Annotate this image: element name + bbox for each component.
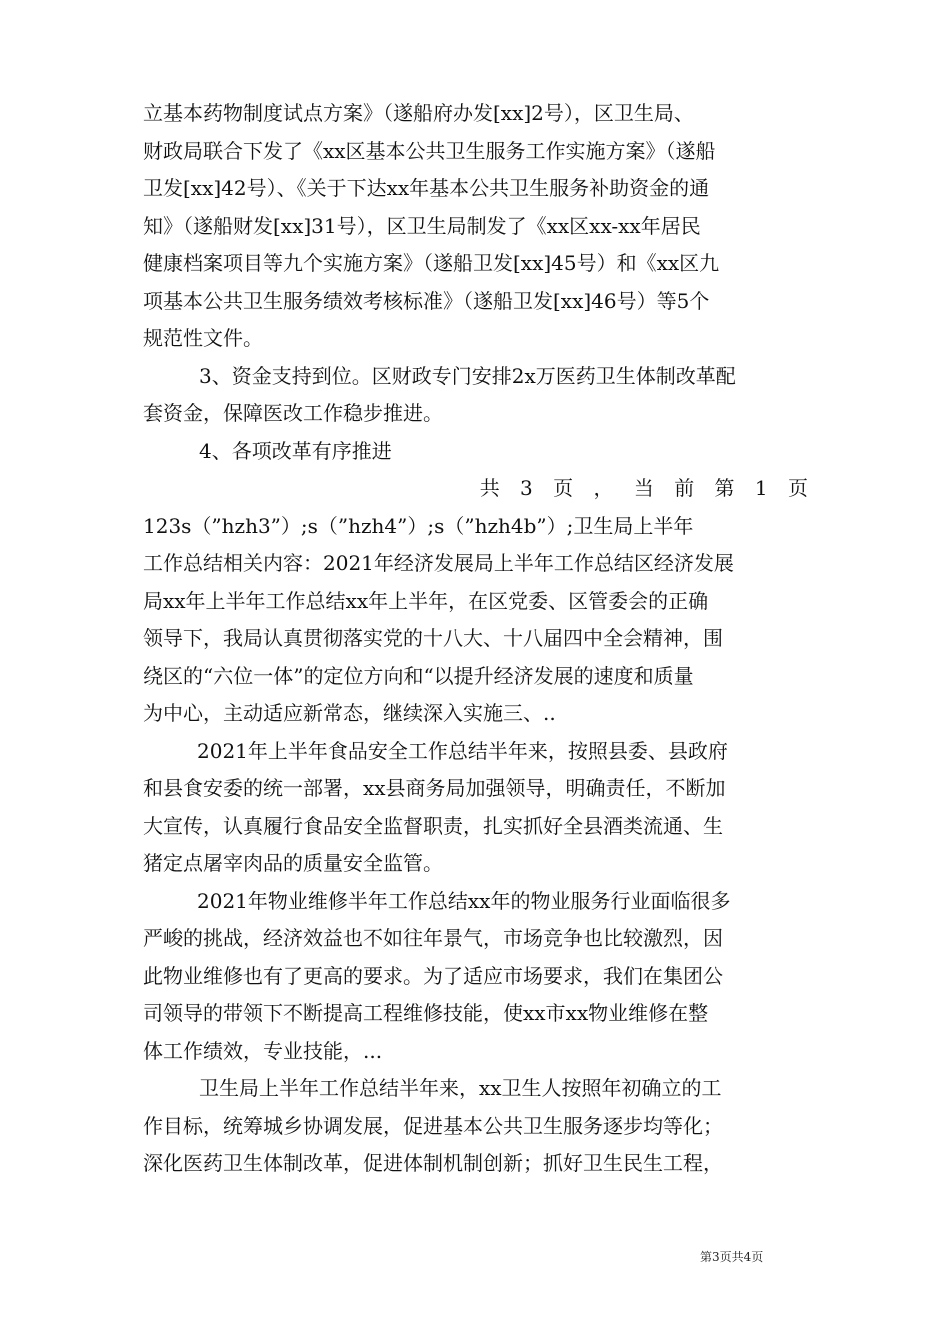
text-line: 司领导的带领下不断提高工程维修技能，使xx市xx物业维修在整	[143, 1001, 709, 1025]
document-body	[143, 95, 808, 1183]
text-line: 体工作绩效，专业技能，...	[143, 1038, 383, 1063]
text-line: 立基本药物制度试点方案》（遂船府办发[xx]2号），区卫生局、	[143, 101, 694, 125]
text-line: 规范性文件。	[143, 326, 263, 350]
text-line: 财政局联合下发了《xx区基本公共卫生服务工作实施方案》（遂船	[143, 138, 716, 163]
paragraph-food-safety: 2021年上半年食品安全工作总结半年来，按照县委、县政府	[197, 738, 728, 763]
text-line: 绕区的“六位一体”的定位方向和“以提升经济发展的速度和质量	[143, 663, 694, 688]
text-line: 此物业维修也有了更高的要求。为了适应市场要求，我们在集团公	[143, 963, 723, 988]
page-footer: 第3页共4页	[700, 1250, 764, 1264]
text-line: 领导下，我局认真贯彻落实党的十八大、十八届四中全会精神，围	[143, 626, 723, 650]
text-line: 123s（”hzh3”）;s（”hzh4”）;s（”hzh4b”）;卫生局上半年	[143, 513, 694, 538]
text-line: 深化医药卫生体制改革，促进体制机制创新；抓好卫生民生工程，	[143, 1151, 723, 1175]
text-line: 套资金，保障医改工作稳步推进。	[143, 401, 443, 425]
paragraph-property: 2021年物业维修半年工作总结xx年的物业服务行业面临很多	[197, 888, 731, 913]
text-line: 卫发[xx]42号）、《关于下达xx年基本公共卫生服务补助资金的通	[143, 176, 710, 200]
text-line: 知》（遂船财发[xx]31号），区卫生局制发了《xx区xx-xx年居民	[143, 213, 701, 238]
text-line: 严峻的挑战，经济效益也不如往年景气，市场竞争也比较激烈，因	[143, 926, 723, 950]
page-counter: 共 3 页 ， 当 前 第 1 页	[479, 476, 808, 500]
paragraph-reform: 4、各项改革有序推进	[199, 438, 392, 463]
text-line: 为中心，主动适应新常态，继续深入实施三、..	[143, 701, 556, 725]
text-line: 项基本公共卫生服务绩效考核标准》（遂船卫发[xx]46号）等5个	[143, 288, 710, 313]
paragraph-funding: 3、资金支持到位。区财政专门安排2x万医药卫生体制改革配	[199, 363, 736, 388]
text-line: 工作总结相关内容：2021年经济发展局上半年工作总结区经济发展	[143, 551, 734, 575]
text-line: 猪定点屠宰肉品的质量安全监管。	[143, 851, 443, 875]
text-line: 和县食安委的统一部署，xx县商务局加强领导，明确责任，不断加	[143, 776, 726, 800]
text-line: 健康档案项目等九个实施方案》（遂船卫发[xx]45号）和《xx区九	[143, 251, 720, 275]
paragraph-health-bureau: 卫生局上半年工作总结半年来，xx卫生人按照年初确立的工	[199, 1076, 722, 1100]
text-line: 作目标，统筹城乡协调发展，促进基本公共卫生服务逐步均等化；	[143, 1113, 723, 1138]
text-line: 大宣传，认真履行食品安全监督职责，扎实抓好全县酒类流通、生	[143, 813, 723, 838]
text-line: 局xx年上半年工作总结xx年上半年，在区党委、区管委会的正确	[143, 588, 709, 613]
